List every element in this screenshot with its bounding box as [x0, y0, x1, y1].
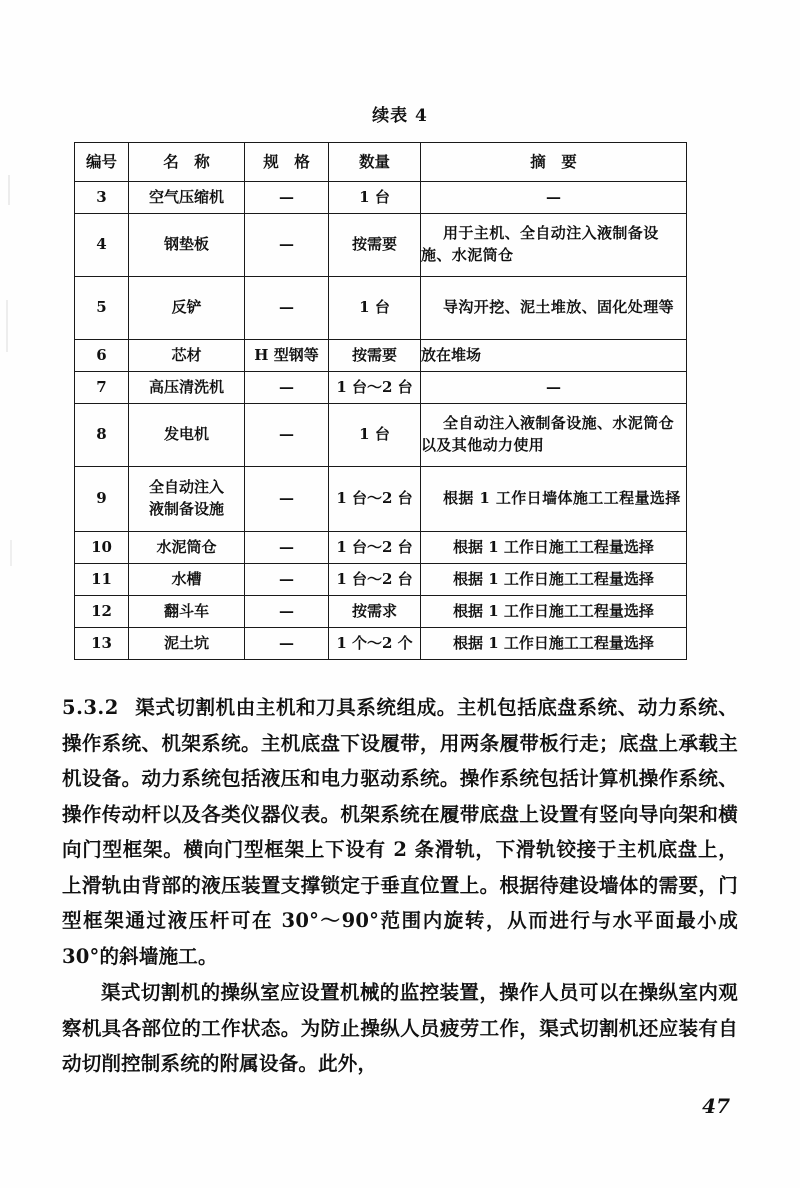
cell-quantity: 1 台～2 台: [329, 532, 421, 564]
table-header-row: [75, 143, 687, 182]
cell-name: 翻斗车: [129, 596, 245, 628]
cell-note: 根据 1 工作日施工工程量选择: [421, 596, 687, 628]
table-row: [75, 277, 687, 340]
cell-spec: —: [245, 596, 329, 628]
cell-note: 放在堆场: [421, 340, 687, 372]
cell-quantity: 1 个～2 个: [329, 628, 421, 660]
cell-name: 芯材: [129, 340, 245, 372]
cell-note: 导沟开挖、泥土堆放、固化处理等: [421, 277, 687, 340]
cell-name: 高压清洗机: [129, 372, 245, 404]
cell-quantity: 1 台: [329, 404, 421, 467]
table-body: [75, 182, 687, 660]
scan-artifact: [10, 540, 12, 566]
table-row: [75, 372, 687, 404]
cell-quantity: 按需要: [329, 340, 421, 372]
cell-no: 10: [75, 532, 129, 564]
cell-quantity: 按需求: [329, 596, 421, 628]
column-header-spec: 规 格: [245, 143, 329, 182]
column-header-name: 名 称: [129, 143, 245, 182]
equipment-table-container: [74, 142, 686, 660]
cell-quantity: 1 台～2 台: [329, 372, 421, 404]
cell-note: 根据 1 工作日墙体施工工程量选择: [421, 467, 687, 532]
cell-no: 13: [75, 628, 129, 660]
cell-no: 8: [75, 404, 129, 467]
cell-no: 3: [75, 182, 129, 214]
cell-no: 11: [75, 564, 129, 596]
table-row: [75, 532, 687, 564]
table-caption: 续表 4: [372, 106, 428, 126]
cell-note: 全自动注入液制备设施、水泥筒仓以及其他动力使用: [421, 404, 687, 467]
cell-name: 钢垫板: [129, 214, 245, 277]
cell-no: 12: [75, 596, 129, 628]
cell-name: 水槽: [129, 564, 245, 596]
cell-name: 反铲: [129, 277, 245, 340]
following-paragraph: 渠式切割机的操纵室应设置机械的监控装置，操作人员可以在操纵室内观察机具各部位的工作状态。为防止操纵人员疲劳工作，渠式切割机还应装有自动切削控制系统的附属设备。此外，: [62, 981, 738, 1075]
cell-quantity: 1 台～2 台: [329, 467, 421, 532]
cell-quantity: 按需要: [329, 214, 421, 277]
page-number: 47: [702, 1094, 730, 1118]
cell-note: 根据 1 工作日施工工程量选择: [421, 532, 687, 564]
table-row: [75, 214, 687, 277]
cell-note: 根据 1 工作日施工工程量选择: [421, 564, 687, 596]
cell-quantity: 1 台～2 台: [329, 564, 421, 596]
table-row: [75, 340, 687, 372]
cell-spec: —: [245, 214, 329, 277]
cell-name: 全自动注入 液制备设施: [129, 467, 245, 532]
cell-spec: H 型钢等: [245, 340, 329, 372]
table-row: [75, 596, 687, 628]
column-header-qty: 数量: [329, 143, 421, 182]
cell-no: 6: [75, 340, 129, 372]
cell-name: 空气压缩机: [129, 182, 245, 214]
cell-spec: —: [245, 628, 329, 660]
scan-artifact: [6, 300, 8, 352]
cell-no: 7: [75, 372, 129, 404]
table-row: [75, 564, 687, 596]
cell-spec: —: [245, 277, 329, 340]
clause-number: 5.3.2: [62, 696, 119, 719]
table-row: [75, 404, 687, 467]
cell-no: 4: [75, 214, 129, 277]
cell-name: 发电机: [129, 404, 245, 467]
table-header: [75, 143, 687, 182]
cell-spec: —: [245, 532, 329, 564]
equipment-table: [74, 142, 687, 660]
cell-spec: —: [245, 372, 329, 404]
cell-quantity: 1 台: [329, 182, 421, 214]
cell-note: —: [421, 372, 687, 404]
clause-body-text: 渠式切割机由主机和刀具系统组成。主机包括底盘系统、动力系统、操作系统、机架系统。主机底盘下设履带，用两条履带板行走；底盘上承载主机设备。动力系统包括液压和电力驱动系统。操作系统包括计算机操作系统、操作传动杆以及各类仪器仪表。机架系统在履带底盘上设置有竖向导向架和横向门型框架。横向门型框架上下设有 2 条滑轨，下滑轨铰接于主机底盘上，上滑轨由背部的液压装置支撑锁定于垂直位置上。根据待建设墙体的需要，门型框架通过液压杆可在 30°～90°范围内旋转，从而进行与水平面最小成 30°的斜墙施工。: [62, 696, 738, 968]
cell-spec: —: [245, 467, 329, 532]
cell-name: 泥土坑: [129, 628, 245, 660]
cell-note: —: [421, 182, 687, 214]
cell-quantity: 1 台: [329, 277, 421, 340]
table-row: [75, 628, 687, 660]
clause-5-3-2-paragraph: [62, 690, 738, 974]
cell-spec: —: [245, 564, 329, 596]
column-header-note: 摘 要: [421, 143, 687, 182]
table-row: [75, 182, 687, 214]
cell-no: 9: [75, 467, 129, 532]
cell-no: 5: [75, 277, 129, 340]
cell-note: 根据 1 工作日施工工程量选择: [421, 628, 687, 660]
cell-name: 水泥筒仓: [129, 532, 245, 564]
scan-artifact: [8, 175, 10, 205]
cell-note: 用于主机、全自动注入液制备设施、水泥筒仓: [421, 214, 687, 277]
column-header-no: 编号: [75, 143, 129, 182]
table-row: [75, 467, 687, 532]
cell-spec: —: [245, 182, 329, 214]
cell-spec: —: [245, 404, 329, 467]
